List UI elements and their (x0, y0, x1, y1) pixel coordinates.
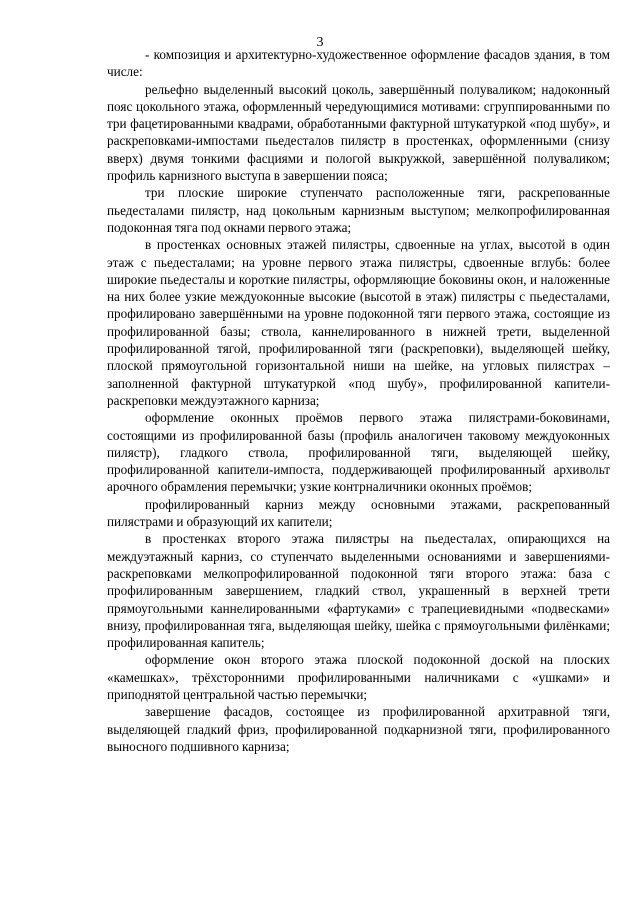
paragraph-interfloor-cornice: профилированный карниз между основными этажами, раскрепованный пилястрами и образующий их капители; (107, 496, 610, 530)
paragraph-plinth: рельефно выделенный высокий цоколь, завершённый полуваликом; надоконный пояс цокольного этажа, оформленный чередующимися мотивами: сгруппированными по три фацетированными квадрами, обработанными фактурной штукатуркой «под шубу», и раскреповками-импостами пьедесталов пилястр в простенках, оформленными (снизу вверх) двумя тонкими фасциями и пологой выкружкой, завершённой полуваликом; профиль карнизного выступа в завершении пояса; (107, 81, 610, 184)
paragraph-second-floor-pilasters: в простенках второго этажа пилястры на пьедесталах, опирающихся на междуэтажный карниз, со ступенчато выделенными основаниями и завершениями-раскреповками мелкопрофилированной подоконной тяги второго этажа: база с профилированным завершением, гладкий ствол, украшенный в верхней трети прямоугольными каннелированными «фартуками» с трапециевидными «подвесками» внизу, профилированная тяга, выделяющая шейку, шейка с прямоугольными филёнками; профилированная капитель; (107, 531, 610, 651)
document-body (107, 46, 610, 755)
paragraph-second-floor-windows: оформление окон второго этажа плоской подоконной доской на плоских «камешках», трёхсторонними профилированными наличниками с «ушками» и приподнятой центральной частью перемычки; (107, 652, 610, 702)
paragraph-pilasters-main-floors: в простенках основных этажей пилястры, сдвоенные на углах, высотой в один этаж с пьедесталами; на уровне первого этажа пилястры, сдвоенные вглубь: более широкие пьедесталы и короткие пилястры, оформляющие боковины окон, и наложенные на них более узкие междуоконные высокие (высотой в этаж) пилястры с пьедесталами, профилировано завершёнными на уровне подоконной тяги первого этажа, состоящие из профилированной базы; ствола, каннелированного в нижней трети, выделенной профилированной тягой, профилированной тяги (раскреповки), выделяющей шейку, плоской прямоугольной горизонтальной ниши на шейке, на угловых пилястрах – заполненной фактурной штукатуркой «под шубу», профилированной капители-раскреповки междуэтажного карниза; (107, 237, 610, 408)
paragraph-facade-completion: завершение фасадов, состоящее из профилированной архитравной тяги, выделяющей гладкий фриз, профилированной подкарнизной тяги, профилированного выносного подшивного карниза; (107, 704, 610, 754)
paragraph-first-floor-windows: оформление оконных проёмов первого этажа пилястрами-боковинами, состоящими из профилированной базы (профиль аналогичен таковому междуоконных пилястр), гладкого ствола, профилированной тяги, выделяющей шейку, профилированной капители-импоста, поддерживающей профилированный архивольт арочного обрамления перемычки; узкие контрналичники оконных проёмов; (107, 410, 610, 495)
paragraph-facade-composition: - композиция и архитектурно-художественное оформление фасадов здания, в том числе: (107, 47, 610, 80)
paragraph-stepped-rods: три плоские широкие ступенчато расположенные тяги, раскрепованные пьедесталами пилястр, над цокольным карнизным выступом; мелкопрофилированная подоконная тяга под окнами первого этажа; (107, 185, 610, 235)
page-number: 3 (316, 35, 324, 50)
